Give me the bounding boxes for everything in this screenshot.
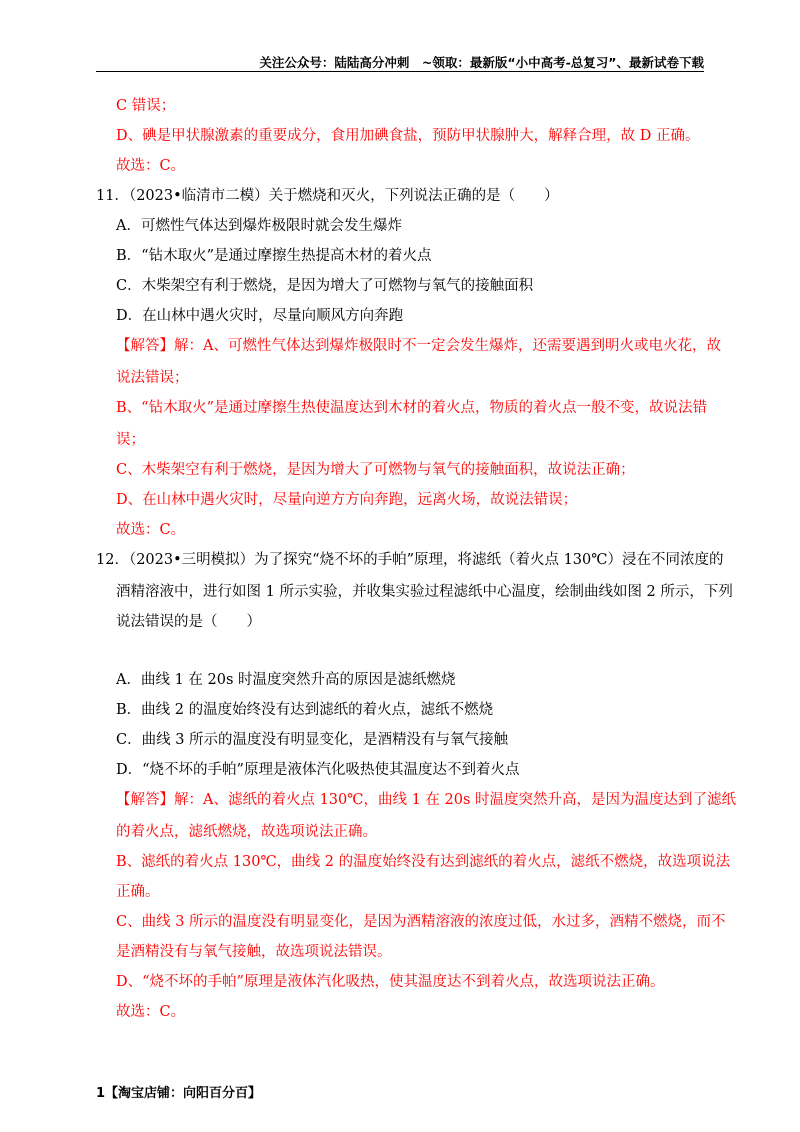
header-divider [96, 71, 704, 72]
q12-option-d: D．“烧不坏的手帕”原理是液体汽化吸热使其温度达不到着火点 [116, 762, 520, 778]
q12-option-a: A．曲线 1 在 20s 时温度突然升高的原因是滤纸燃烧 [116, 672, 456, 688]
q12-analysis-line: 是酒精没有与氧气接触，故选项说法错误。 [116, 944, 392, 960]
q11-analysis-line: 【解答】解：A、可燃性气体达到爆炸极限时不一定会发生爆炸，还需要遇到明火或电火花，故 [116, 338, 721, 354]
q12-analysis-line: B、滤纸的着火点 130℃，曲线 2 的温度始终没有达到滤纸的着火点，滤纸不燃烧，故选项说法 [116, 854, 731, 870]
q11-analysis-line: B、“钻木取火”是通过摩擦生热使温度达到木材的着火点，物质的着火点一般不变，故说法错 [116, 400, 707, 416]
q11-option-d: D．在山林中遇火灾时，尽量向顺风方向奔跑 [116, 308, 404, 324]
page-footer: 1【淘宝店铺：向阳百分百】 [96, 1086, 262, 1101]
q11-stem: 11．（2023•临清市二模）关于燃烧和灭火，下列说法正确的是（ ） [96, 188, 559, 204]
q12-analysis-line: 【解答】解：A、滤纸的着火点 130℃，曲线 1 在 20s 时温度突然升高，是因为温度达到了滤纸 [116, 792, 737, 808]
q10-analysis-c: C 错误； [116, 98, 176, 114]
q12-stem-line: 12．（2023•三明模拟）为了探究“烧不坏的手帕”原理，将滤纸（着火点 130℃）浸在不同浓度的 [96, 552, 724, 568]
q10-analysis-d: D、碘是甲状腺激素的重要成分，食用加碘食盐，预防甲状腺肿大，解释合理，故 D 正确。 [116, 128, 700, 144]
q11-analysis-line: D、在山林中遇火灾时，尽量向逆方方向奔跑，远离火场，故说法错误； [116, 492, 578, 508]
q11-analysis-line: 说法错误； [116, 370, 189, 386]
q11-option-b: B．“钻木取火”是通过摩擦生热提高木材的着火点 [116, 248, 432, 264]
q11-option-a: A．可燃性气体达到爆炸极限时就会发生爆炸 [116, 218, 402, 234]
page-header: 关注公众号：陆陆高分冲刺 ~领取：最新版“小中高考-总复习”、最新试卷下载 [259, 55, 704, 70]
q12-answer: 故选：C。 [116, 1004, 186, 1020]
q12-stem-line: 酒精溶液中，进行如图 1 所示实验，并收集实验过程滤纸中心温度，绘制曲线如图 2 所示，下列 [116, 584, 733, 600]
q12-analysis-line: 正确。 [116, 884, 160, 900]
q12-option-c: C．曲线 3 所示的温度没有明显变化，是酒精没有与氧气接触 [116, 732, 509, 748]
q11-option-c: C．木柴架空有利于燃烧，是因为增大了可燃物与氧气的接触面积 [116, 278, 534, 294]
q11-answer: 故选：C。 [116, 522, 186, 538]
q12-option-b: B．曲线 2 的温度始终没有达到滤纸的着火点，滤纸不燃烧 [116, 702, 494, 718]
q11-analysis-line: 误； [116, 432, 145, 448]
q12-analysis-line: D、“烧不坏的手帕”原理是液体汽化吸热，使其温度达不到着火点，故选项说法正确。 [116, 974, 665, 990]
q12-stem-line: 说法错误的是（ ） [116, 614, 261, 630]
q11-analysis-line: C、木柴架空有利于燃烧，是因为增大了可燃物与氧气的接触面积，故说法正确； [116, 462, 635, 478]
q10-answer: 故选：C。 [116, 158, 186, 174]
q12-analysis-line: 的着火点，滤纸燃烧，故选项说法正确。 [116, 824, 377, 840]
q12-analysis-line: C、曲线 3 所示的温度没有明显变化，是因为酒精溶液的浓度过低，水过多，酒精不燃烧，而不 [116, 914, 726, 930]
